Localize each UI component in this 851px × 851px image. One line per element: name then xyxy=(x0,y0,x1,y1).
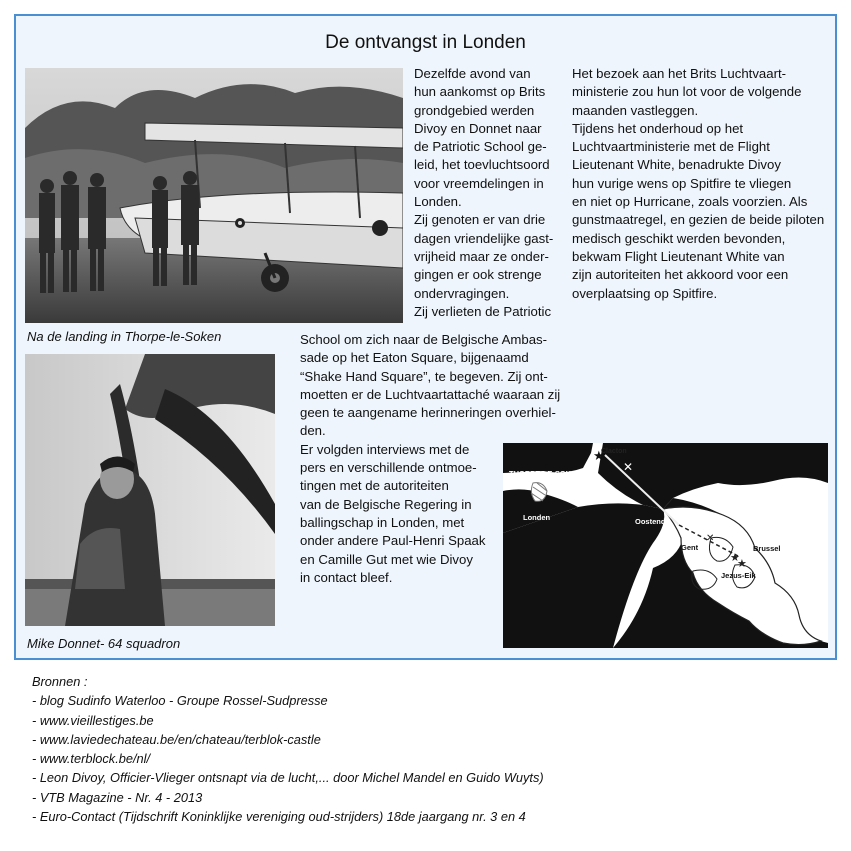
text-line: “Shake Hand Square”, te begeven. Zij ont- xyxy=(300,368,548,384)
photo1-caption: Na de landing in Thorpe-le-Soken xyxy=(27,329,222,344)
source-item: - blog Sudinfo Waterloo - Groupe Rossel-Sudpresse xyxy=(32,693,328,709)
text-line: Lieutenant White, benadrukte Divoy xyxy=(572,157,781,173)
text-line: en Camille Gut met wie Divoy xyxy=(300,551,473,567)
text-line: voor vreemdelingen in xyxy=(414,175,544,191)
biplane-photo xyxy=(25,68,403,323)
sources-list xyxy=(32,672,544,826)
pilot-photo-graphic xyxy=(25,354,275,626)
text-line: vrijheid maar ze onder- xyxy=(414,248,549,264)
source-item: - Leon Divoy, Officier-Vlieger ontsnapt via de lucht,... door Michel Mandel en Guido Wuyts) xyxy=(32,770,544,786)
text-line: ministerie zou hun lot voor de volgende xyxy=(572,84,802,100)
text-line: geen te aangename herinneringen overhiel- xyxy=(300,405,556,421)
text-line: ballingschap in Londen, met xyxy=(300,514,465,530)
text-line: zijn autoriteiten het akkoord voor een xyxy=(572,267,789,283)
text-line: Zij verlieten de Patriotic xyxy=(414,303,552,319)
source-item: - www.vieillestiges.be xyxy=(32,712,154,728)
text-line: hun vurige wens op Spitfire te vliegen xyxy=(572,175,792,191)
text-line: Tijdens het onderhoud op het xyxy=(572,120,744,136)
text-line: Het bezoek aan het Brits Luchtvaart- xyxy=(572,66,787,81)
text-line: gunstmaatregel, en gezien de beide piloten xyxy=(572,212,825,228)
map-label-londen: Londen xyxy=(523,513,551,522)
article-column1-top xyxy=(414,65,553,321)
text-line: bekwam Flight Lieutenant White van xyxy=(572,248,785,264)
source-item: - www.terblock.be/nl/ xyxy=(32,751,151,767)
text-line: pers en verschillende ontmoe- xyxy=(300,460,477,476)
text-line: grondgebied werden xyxy=(414,102,535,118)
text-line: sade op het Eaton Square, bijgenaamd xyxy=(300,350,529,366)
text-line: Luchtvaartministerie met de Flight xyxy=(572,139,770,155)
text-line: Er volgden interviews met de xyxy=(300,441,470,457)
text-line: Dezelfde avond van xyxy=(414,66,531,81)
text-line: maanden vastleggen. xyxy=(572,102,699,118)
map-label-gent: Gent xyxy=(681,543,699,552)
text-line: den. xyxy=(300,423,326,439)
route-map-graphic xyxy=(503,443,828,648)
text-line: tingen met de autoriteiten xyxy=(300,478,449,494)
source-item: - www.laviedechateau.be/en/chateau/terblok-castle xyxy=(32,731,321,747)
text-line: moetten er de Luchtvaartattaché waaraan zij xyxy=(300,386,561,402)
svg-text:★: ★ xyxy=(730,552,740,564)
text-line: medisch geschikt werden bevonden, xyxy=(572,230,786,246)
map-label-jezus-eik: Jezus-Eik xyxy=(721,571,756,580)
svg-text:✕: ✕ xyxy=(706,533,715,544)
text-line: in contact bleef. xyxy=(300,569,393,585)
route-map xyxy=(503,443,828,648)
map-label-oostende: Oostende xyxy=(635,517,670,526)
text-line: de Patriotic School ge- xyxy=(414,139,547,155)
pilot-photo xyxy=(25,354,275,626)
text-line: onder andere Paul-Henri Spaak xyxy=(300,533,486,549)
text-line: School om zich naar de Belgische Ambas- xyxy=(300,332,548,347)
text-line: hun aankomst op Brits xyxy=(414,84,546,100)
photo2-caption: Mike Donnet- 64 squadron xyxy=(27,636,181,651)
text-line: van de Belgische Regering in xyxy=(300,496,472,512)
source-item: - VTB Magazine - Nr. 4 - 2013 xyxy=(32,789,203,805)
sources-heading: Bronnen : xyxy=(32,674,88,689)
map-label-brussel: Brussel xyxy=(753,544,781,553)
biplane-photo-graphic xyxy=(25,68,403,323)
text-line: Zij genoten er van drie xyxy=(414,212,546,228)
text-line: dagen vriendelijke gast- xyxy=(414,230,554,246)
text-line: gingen er ook strenge xyxy=(414,267,542,283)
text-line: overplaatsing op Spitfire. xyxy=(572,285,718,301)
article-column2 xyxy=(572,65,824,303)
text-line: leid, het toevluchtsoord xyxy=(414,157,550,173)
svg-text:✕: ✕ xyxy=(623,460,634,474)
source-item: - Euro-Contact (Tijdschrift Koninklijke vereniging oud-strijders) 18de jaargang nr. 3 en 4 xyxy=(32,809,526,825)
text-line: en niet op Hurricane, zoals voorzien. Als xyxy=(572,194,808,210)
map-label-thorpe: THORPE-LE-SOKEN xyxy=(509,469,582,478)
text-line: Londen. xyxy=(414,194,462,210)
svg-text:★: ★ xyxy=(737,558,747,570)
svg-text:★: ★ xyxy=(593,448,605,463)
text-line: Divoy en Donnet naar xyxy=(414,120,542,136)
text-line: ondervragingen. xyxy=(414,285,510,301)
map-label-clacton: Clacton xyxy=(601,448,627,455)
article-title: De ontvangst in Londen xyxy=(325,32,526,53)
